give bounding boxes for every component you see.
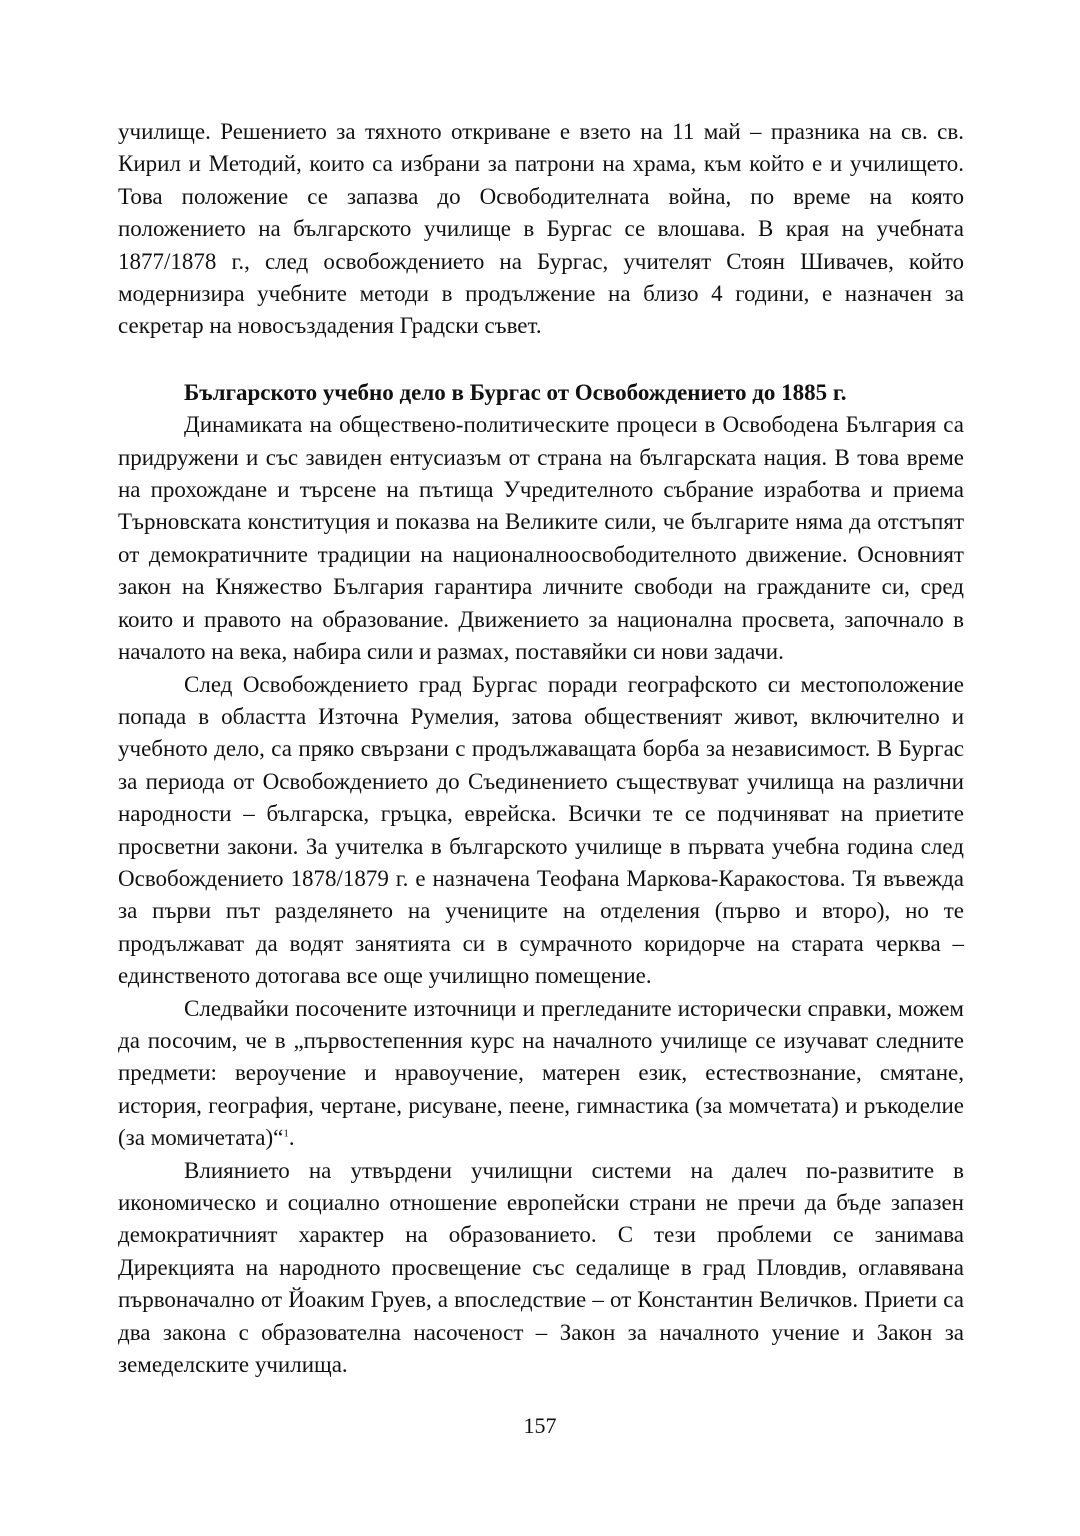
paragraph-curriculum: [118, 993, 964, 1155]
paragraph-curriculum-end: .: [288, 1125, 295, 1151]
page-number: 157: [523, 1413, 557, 1438]
page-body: [118, 116, 964, 1381]
paragraph-continuation: училище. Решението за тяхното откриване е взето на 11 май – празника на св. св. Кирил и Методий, които са избрани за патрони на храма, към който е и училището. Това положение се запазва до Освободителната война, по време на която положението на българското училище в Бургас се влошава. В края на учебната 1877/1878 г., след освобождението на Бургас, учителят Стоян Шивачев, който модернизира учебните методи в продължение на близо 4 години, е назначен за секретар на новосъздадения Градски съвет.: [118, 119, 964, 339]
section-heading: Българското учебно дело в Бургас от Освобождението до 1885 г.: [184, 379, 847, 405]
paragraph-dynamics: Динамиката на обществено-политическите процеси в Освободена България са придружени и със завиден ентусиазъм от страна на българската нация. В това време на прохождане и търсене на пътища Учредителното събрание изработва и приема Търновската конституция и показва на Великите сили, че българите няма да отстъпят от демократичните традиции на националноосвободителното движение. Основният закон на Княжество България гарантира личните свободи на гражданите си, сред които и правото на образование. Движението за национална просвета, започнало в началото на века, набира сили и размах, поставяйки си нови задачи.: [118, 412, 964, 665]
paragraph-liberation: След Освобождението град Бургас поради географското си местоположение попада в областта Източна Румелия, затова общественият живот, включително и учебното дело, са пряко свързани с продължаващата борба за независимост. В Бургас за периода от Освобождението до Съединението съществуват училища на различни народности – българска, гръцка, еврейска. Всички те се подчиняват на приетите просветни закони. За учителка в българското училище в първата учебна година след Освобождението 1878/1879 г. е назначена Теофана Маркова-Каракостова. Тя въвежда за първи път разделянето на учениците на отделения (първо и второ), но те продължават да водят занятията си в сумрачното коридорче на старата черква – единственото дотогава все още училищно помещение.: [118, 671, 964, 989]
paragraph-influence: Влиянието на утвърдени училищни системи на далеч по-развитите в икономическо и социално отношение европейски страни не пречи да бъде запазен демократичният характер на образованието. С тези проблеми се занимава Дирекцията на народното просвещение със седалище в град Пловдив, оглавявана първоначално от Йоаким Груев, а впоследствие – от Константин Величков. Приети са два закона с образователна насоченост – Закон за началното учение и Закон за земеделските училища.: [118, 1157, 964, 1378]
paragraph-curriculum-text: Следвайки посочените източници и прегледаните исторически справки, можем да посочим, че в „първостепенния курс на началното училище се изучават следните предмети: вероучение и нравоучение, матерен език, естествознание, смятане, история, география, чертане, рисуване, пеене, гимнастика (за момчетата) и ръкоделие (за момичетата)“: [118, 995, 964, 1151]
footnote-reference[interactable]: 1: [283, 1127, 289, 1140]
